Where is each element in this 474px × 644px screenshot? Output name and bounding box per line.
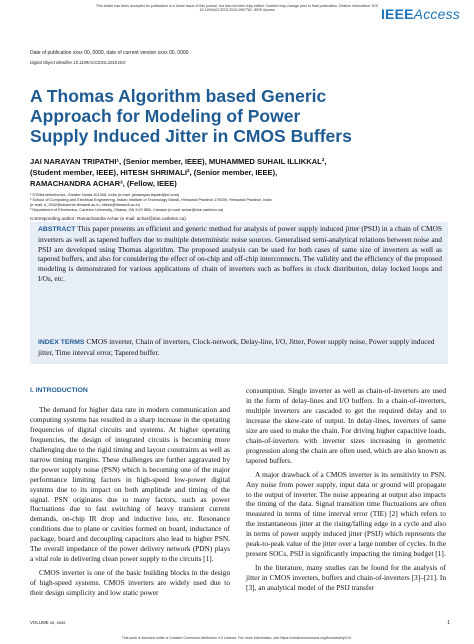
intro-paragraph-1: The demand for higher data rate in modern communication and computing systems has resulted in a sharp increase in the operating frequencies of digital circuits and systems. At higher operating frequencies, the design of integrated circuits is becoming more challenging due to the rigid timing and layout constraints as well as narrow timing margins. These challenges are further aggravated by the power supply noise (PSN) which is becoming one of the major performance limiting factors in high-speed low-power digital systems due to its impact on both amplitude and timing of the signal. PSN originates due to many factors, such as power fluctuations due to fast switching of heavy transient current demands, on-chip IR drop and inductive loss, etc. Resonance conditions due to plane or cavities formed on board, inductance of package, board and decoupling capacitors also lead to higher PSN. The overall impedance of the power delivery network (PDN) plays a vital role in delivering clean power supply to the circuits [1]. xyxy=(30,404,230,564)
author-line-3: RAMACHANDRA ACHAR³, (Fellow, IEEE) xyxy=(30,179,177,188)
notice-line-1: This article has been accepted for publication in a future issue of this journal, but has not been fully edited. Content may change prior to final publication. Citation information: DOI xyxy=(95,4,379,8)
right-paragraph-3: In the literature, many studies can be found for the analysis of jitter in CMOS inverters, buffers and chain-of-inverters [3]–[21]. In [3], an analytical model of the PSIJ transfer xyxy=(246,563,446,593)
doi-line: Digital Object Identifier 10.1109/ACCESS.2019.DOI xyxy=(30,60,126,65)
page-number: 1 xyxy=(447,620,450,626)
affiliation-2-email: (e-mail: d_3942@students.iitmandi.ac.in, hitesh@iitmandi.ac.in) xyxy=(30,202,140,207)
ieee-access-logo xyxy=(381,6,460,22)
author-line-2: (Student member, IEEE), HITESH SHRIMALI², (Senior member, IEEE), xyxy=(30,168,278,177)
affiliations xyxy=(30,192,450,212)
right-paragraph-1: consumption. Single inverter as well as chain-of-inverters are used in the form of delay-lines and I/O buffers. In a chain-of-inverters, multiple inverters are cascaded to get the required delay and to increase the skew-rate of output. In delay-lines, inverters of same size are used to make the chain. For driving higher capacitive loads, chain-of-inverters with inverter sizes increasing in geometric progression along the chain are often used, which are also known as tapered buffers. xyxy=(246,386,446,465)
affiliation-1: ¹ STMicroelectronics, Greater Noida 201308, India (e-mail: jainarayan.tripathi@st.com) xyxy=(30,192,180,197)
abstract-heading: ABSTRACT xyxy=(38,226,76,233)
author-line-1: JAI NARAYAN TRIPATHI¹, (Senior member, IEEE), MUHAMMED SUHAIL ILLIKKAL², xyxy=(30,157,327,166)
intro-paragraph-2: CMOS inverter is one of the basic building blocks in the design of high-speed systems. CMOS inverters are widely used due to their design simplicity and low static power xyxy=(30,568,230,598)
logo-access-text: Access xyxy=(413,6,460,22)
index-terms xyxy=(38,337,442,358)
section-heading-introduction: I. INTRODUCTION xyxy=(30,387,88,394)
right-paragraph-2: A major drawback of a CMOS inverter is its sensitivity to PSN. Any noise from power supply, input data or ground will propagate to the output of inverter. The noise appearing at output also impacts the timing of the data. Signal transition time fluctuations are often measured in terms of time interval error (TIE) [2] which refers to the instantaneous jitter at the rising/falling edge in a cycle and also in terms of power supply induced jitter (PSIJ) which represents the peak-to-peak value of the jitter over a large number of cycles. In the present SOCs, PSIJ is significantly impacting the timing budget [1]. xyxy=(246,469,446,559)
logo-ieee-text: IEEE xyxy=(380,6,414,22)
column-right xyxy=(246,386,446,597)
abstract-text: This paper presents an efficient and generic method for analysis of power supply induced jitter (PSIJ) in a chain of CMOS inverters as well as tapered buffers due to multiple deterministic noise sources. Generalised semi-analytical relations between noise and PSIJ are developed using Thomas algorithm. The proposed analysis can be used for both cases of same size of inverters as well as tapered buffers, and also for considering the effect of on-chip and off-chip interconnects. The validity and the efficiency of the proposed modeling is demonstrated for various applications of chain of inverters such as buffers in clock distribution, delay locked loops and I/Os, etc. xyxy=(38,224,442,283)
footer-volume: VOLUME xx, xxxx xyxy=(30,620,66,625)
publication-dates: Date of publication xxxx 00, 0000, date of current version xxxx 00, 0000. xyxy=(30,50,190,56)
column-left xyxy=(30,386,230,602)
affiliation-2: ² School of Computing and Electrical Engineering, Indian Institute of Technology Mandi, Himachal Pradesh 175005, Himachal Pradesh, India xyxy=(30,197,272,202)
notice-line-2: 10.1109/ACCESS.2019.2957762, IEEE Access xyxy=(199,8,275,13)
index-terms-heading: INDEX TERMS xyxy=(38,339,85,346)
affiliation-3: ³ Department of Electronics, Carleton University, Ottawa, ON K1S 5B6, Canada (e-mail: achar@doe.carleton.ca) xyxy=(30,207,224,212)
corresponding-author: Corresponding author: Ramachandra Achar (e-mail: achar@doe.carleton.ca). xyxy=(30,216,188,221)
abstract xyxy=(38,224,442,284)
paper-title: A Thomas Algorithm based Generic Approach for Modeling of Power Supply Induced Jitter in CMOS Buffers xyxy=(30,86,352,146)
author-list xyxy=(30,156,450,189)
index-terms-text: CMOS inverter, Chain of inverters, Clock-network, Delay-line, I/O, Jitter, Power supply noise, Power supply induced jitter, Time interval error, Tapered buffer. xyxy=(38,337,435,357)
license-notice: This work is licensed under a Creative Commons Attribution 4.0 License. For more information, see https://creativecommons.org/licenses/by/4.0/. xyxy=(121,636,353,640)
